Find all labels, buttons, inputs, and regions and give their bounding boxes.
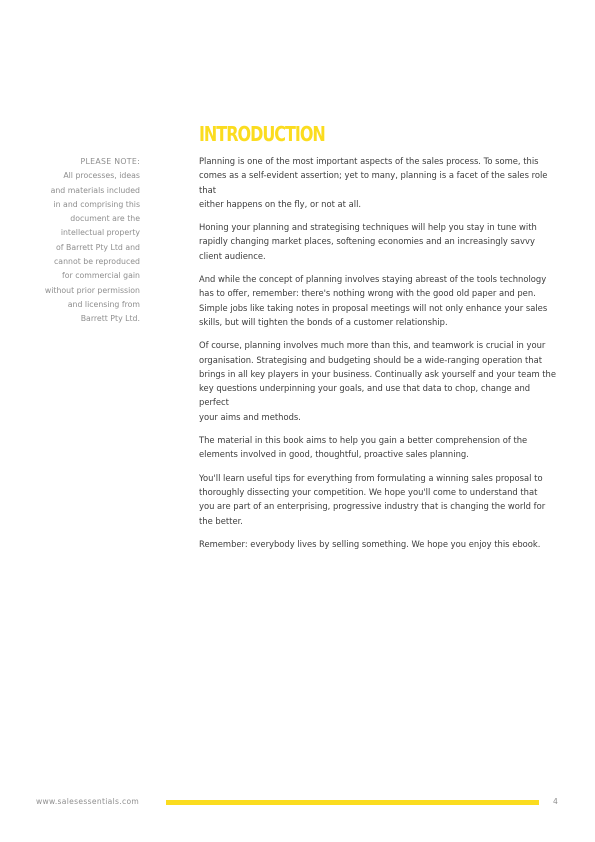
- note-line: cannot be reproduced: [54, 257, 140, 267]
- note-line: without prior permission: [44, 285, 140, 295]
- body-text: [199, 154, 561, 560]
- text-line: elements involved in good, thoughtful, proactive sales planning.: [199, 449, 469, 460]
- note-title: PLEASE NOTE:: [80, 157, 140, 166]
- paragraph: [199, 154, 561, 211]
- text-line: you are part of an enterprising, progressive industry that is changing the world for: [199, 501, 546, 512]
- paragraph: [199, 338, 561, 424]
- paragraph: [199, 220, 561, 263]
- text-line: Planning is one of the most important aspects of the sales process. To some, this: [199, 156, 539, 166]
- text-line: You'll learn useful tips for everything from formulating a winning sales proposal to: [199, 472, 543, 483]
- note-line: intellectual property: [60, 228, 140, 238]
- note-line: All processes, ideas: [63, 171, 140, 181]
- page-number: 4: [553, 797, 558, 806]
- text-line: comes as a self-evident assertion; yet to many, planning is a facet of the sales role that: [199, 170, 548, 195]
- text-line: skills, but will tighten the bonds of a customer relationship.: [199, 316, 448, 327]
- section-heading: INTRODUCTION: [199, 122, 325, 146]
- paragraph: [199, 272, 561, 329]
- text-line: organisation. Strategising and budgeting should be a wide-ranging operation that: [199, 354, 543, 365]
- paragraph: [199, 471, 561, 528]
- footer-url: www.salesessentials.com: [36, 797, 140, 806]
- text-line: brings in all key players in your business. Continually ask yourself and your team the: [199, 368, 557, 379]
- note-line: of Barrett Pty Ltd and: [56, 242, 140, 252]
- sidebar-note: [30, 155, 140, 327]
- note-line: in and comprising this: [53, 199, 140, 209]
- text-line: Honing your planning and strategising techniques will help you stay in tune with: [199, 222, 537, 233]
- text-line: client audience.: [199, 250, 266, 261]
- paragraph: [199, 433, 561, 462]
- footer-accent-bar: [166, 800, 539, 805]
- note-line: and materials included: [50, 185, 140, 195]
- note-line: Barrett Pty Ltd.: [80, 314, 140, 324]
- text-line: And while the concept of planning involves staying abreast of the tools technology: [199, 274, 547, 285]
- text-line: either happens on the fly, or not at all.: [199, 198, 362, 209]
- text-line: thoroughly dissecting your competition. We hope you'll come to understand that: [199, 486, 538, 497]
- text-line: the better.: [199, 515, 243, 526]
- note-line: document are the: [70, 214, 140, 224]
- text-line: rapidly changing market places, softening economies and an increasingly savvy: [199, 236, 535, 247]
- paragraph: [199, 537, 561, 551]
- text-line: Simple jobs like taking notes in proposal meetings will not only enhance your sales: [199, 302, 548, 313]
- text-line: your aims and methods.: [199, 411, 301, 422]
- text-line: key questions underpinning your goals, and use that data to chop, change and perfect: [199, 383, 531, 408]
- text-line: has to offer, remember: there's nothing wrong with the good old paper and pen.: [199, 288, 536, 299]
- note-line: and licensing from: [67, 299, 140, 309]
- text-line: Of course, planning involves much more than this, and teamwork is crucial in your: [199, 340, 546, 351]
- text-line: The material in this book aims to help you gain a better comprehension of the: [199, 435, 528, 446]
- text-line: Remember: everybody lives by selling something. We hope you enjoy this ebook.: [199, 538, 541, 549]
- note-line: for commercial gain: [62, 271, 140, 281]
